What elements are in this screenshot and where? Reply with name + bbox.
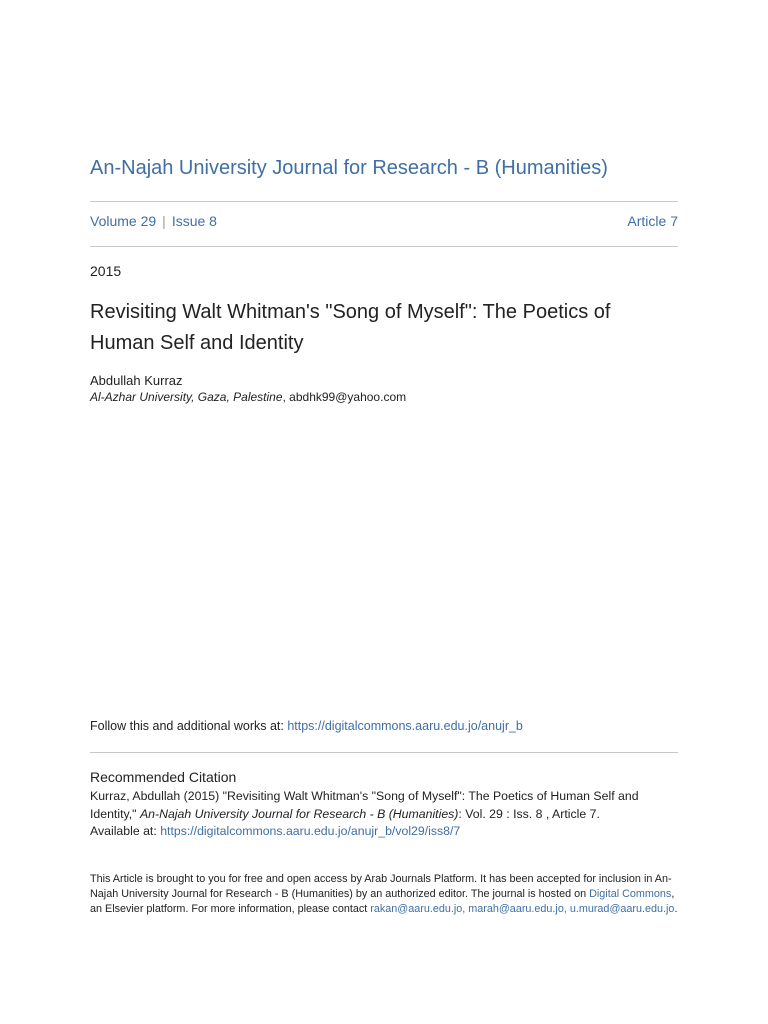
citation-text <box>90 788 678 841</box>
footer-end: . <box>674 902 678 915</box>
citation-divider <box>90 752 678 753</box>
citation-journal-name: An-Najah University Journal for Research - B (Humanities) <box>139 806 459 821</box>
contact-emails-link[interactable]: rakan@aaru.edu.jo, marah@aaru.edu.jo, u.murad@aaru.edu.jo <box>370 902 675 915</box>
issue-link[interactable]: Issue 8 <box>171 213 217 229</box>
journal-title-link[interactable]: An-Najah University Journal for Research - B (Humanities) <box>90 157 608 179</box>
issue-bar <box>90 213 678 229</box>
issue-separator: | <box>162 213 166 229</box>
recommended-citation-heading: Recommended Citation <box>90 769 237 785</box>
available-at-label: Available at: <box>90 824 161 838</box>
author-email: , abdhk99@yahoo.com <box>282 390 407 404</box>
footer-note <box>90 872 678 916</box>
top-divider <box>90 201 678 202</box>
author-affiliation <box>90 390 406 404</box>
follow-line <box>90 719 523 733</box>
follow-label: Follow this and additional works at: <box>90 719 288 733</box>
digital-commons-link[interactable]: Digital Commons <box>589 887 672 900</box>
footer-text-2: , an Elsevier platform. For more information, please contact <box>90 887 675 915</box>
citation-part-2: : Vol. 29 : Iss. 8 , Article 7. <box>458 806 600 821</box>
footer-text-1: This Article is brought to you for free and open access by Arab Journals Platform. It has been accepted for inclusion in An-Najah University Journal for Research - B (Humanities) by an authorized editor. The journal is hosted on <box>90 873 672 900</box>
article-title: Revisiting Walt Whitman's "Song of Myself": The Poetics of Human Self and Identity <box>90 301 611 354</box>
publication-year: 2015 <box>90 263 122 279</box>
citation-part-1: Kurraz, Abdullah (2015) "Revisiting Walt Whitman's "Song of Myself": The Poetics of Human Self and Identity," <box>90 789 639 821</box>
volume-link[interactable]: Volume 29 <box>90 213 157 229</box>
article-url-link[interactable]: https://digitalcommons.aaru.edu.jo/anujr_b/vol29/iss8/7 <box>160 824 461 838</box>
collection-url-link[interactable]: https://digitalcommons.aaru.edu.jo/anujr_b <box>287 719 523 733</box>
affiliation-text: Al-Azhar University, Gaza, Palestine <box>90 390 283 404</box>
article-number-link[interactable]: Article 7 <box>627 213 678 229</box>
issue-bar-divider <box>90 246 678 247</box>
author-name: Abdullah Kurraz <box>90 373 183 388</box>
